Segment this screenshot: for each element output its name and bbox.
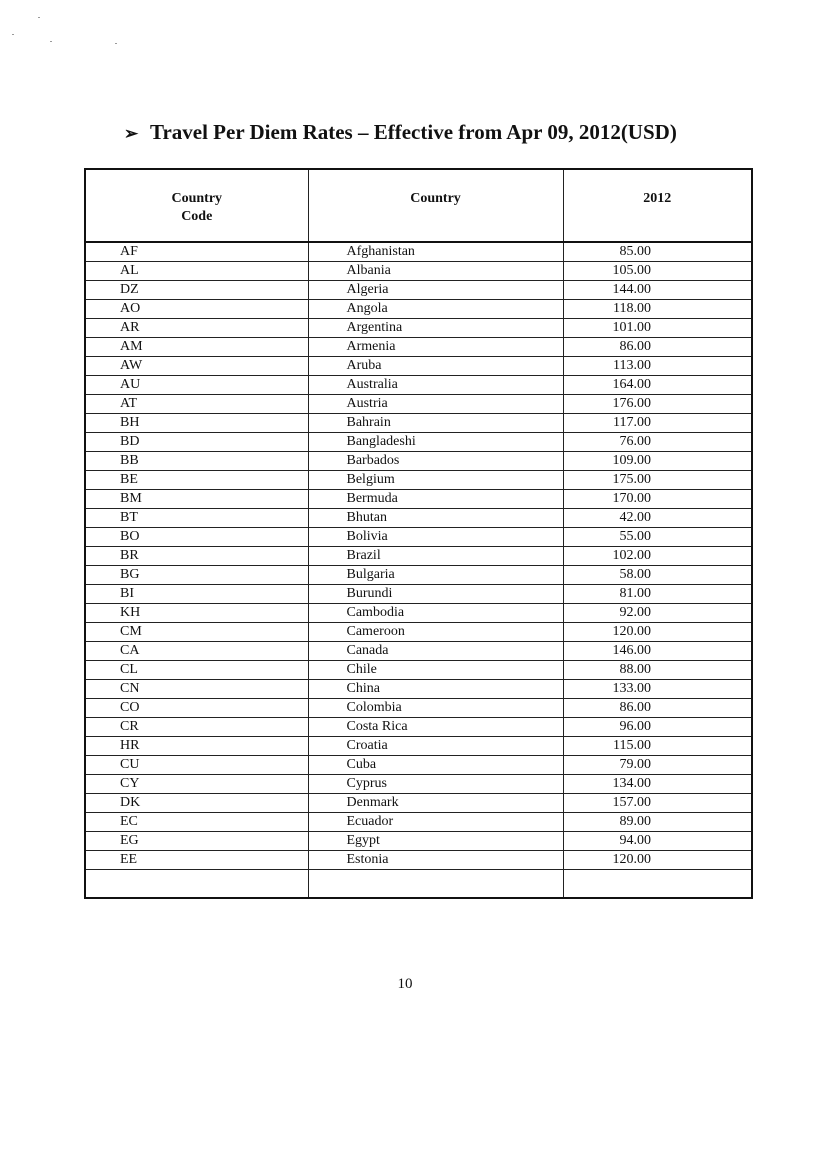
cell-rate: 120.00 [563,623,752,642]
cell-country-code: EC [85,813,308,832]
table-row [85,528,752,547]
cell-rate: 146.00 [563,642,752,661]
cell-country-name: Ecuador [308,813,563,832]
cell-country-code: CU [85,756,308,775]
cell-rate: 109.00 [563,452,752,471]
cell-country-code: CA [85,642,308,661]
cell-country-code: BR [85,547,308,566]
cell-country-name: Aruba [308,357,563,376]
header-country-code [85,169,308,242]
table-row [85,680,752,699]
cell-country-code: AW [85,357,308,376]
cell-country-name: Colombia [308,699,563,718]
cell-rate: 81.00 [563,585,752,604]
cell-country-code: BO [85,528,308,547]
table-row [85,490,752,509]
cell-rate: 94.00 [563,832,752,851]
table-row [85,300,752,319]
table-row [85,813,752,832]
table-row [85,433,752,452]
table-row [85,851,752,870]
cell-rate: 88.00 [563,661,752,680]
empty-cell [308,870,563,899]
empty-cell [563,870,752,899]
cell-country-name: Argentina [308,319,563,338]
cell-country-code: BB [85,452,308,471]
cell-country-name: Australia [308,376,563,395]
cell-country-code: BG [85,566,308,585]
table-row [85,642,752,661]
header-year: 2012 [563,169,752,242]
cell-country-code: CN [85,680,308,699]
cell-country-code: CM [85,623,308,642]
cell-country-name: Egypt [308,832,563,851]
cell-country-code: EE [85,851,308,870]
table-row [85,376,752,395]
page-title-text: Travel Per Diem Rates – Effective from Apr 09, 2012(USD) [150,120,677,144]
cell-rate: 89.00 [563,813,752,832]
cell-country-name: Belgium [308,471,563,490]
cell-rate: 176.00 [563,395,752,414]
cell-rate: 134.00 [563,775,752,794]
cell-rate: 157.00 [563,794,752,813]
cell-rate: 58.00 [563,566,752,585]
table-row [85,509,752,528]
cell-country-code: KH [85,604,308,623]
cell-rate: 113.00 [563,357,752,376]
table-row [85,262,752,281]
cell-country-name: Albania [308,262,563,281]
cell-country-name: Bulgaria [308,566,563,585]
table-row [85,395,752,414]
cell-country-code: AO [85,300,308,319]
cell-country-name: Afghanistan [308,242,563,262]
cell-country-code: CR [85,718,308,737]
table-row [85,832,752,851]
cell-rate: 79.00 [563,756,752,775]
header-country: Country [308,169,563,242]
cell-country-code: DZ [85,281,308,300]
cell-country-name: China [308,680,563,699]
table-row [85,718,752,737]
cell-country-name: Angola [308,300,563,319]
cell-country-code: EG [85,832,308,851]
cell-country-code: BI [85,585,308,604]
cell-rate: 42.00 [563,509,752,528]
cell-country-code: AF [85,242,308,262]
cell-country-name: Austria [308,395,563,414]
cell-rate: 85.00 [563,242,752,262]
page-number: 10 [397,976,413,992]
cell-country-name: Barbados [308,452,563,471]
cell-country-name: Bangladeshi [308,433,563,452]
cell-country-name: Armenia [308,338,563,357]
cell-country-name: Bermuda [308,490,563,509]
cell-rate: 133.00 [563,680,752,699]
table-row [85,338,752,357]
cell-country-name: Croatia [308,737,563,756]
table-row-empty [85,870,752,899]
cell-country-code: AL [85,262,308,281]
cell-country-name: Chile [308,661,563,680]
cell-rate: 118.00 [563,300,752,319]
table-row [85,547,752,566]
table-header-row [85,169,752,242]
cell-rate: 92.00 [563,604,752,623]
cell-country-name: Bhutan [308,509,563,528]
table-row [85,281,752,300]
cell-country-code: CL [85,661,308,680]
cell-country-code: HR [85,737,308,756]
empty-cell [85,870,308,899]
cell-country-name: Canada [308,642,563,661]
cell-country-name: Burundi [308,585,563,604]
cell-rate: 86.00 [563,699,752,718]
table-row [85,623,752,642]
table-row [85,699,752,718]
cell-rate: 101.00 [563,319,752,338]
cell-country-code: BD [85,433,308,452]
table-row [85,794,752,813]
table-body [85,242,752,898]
header-country-code-text: Country Code [171,191,223,224]
table-row [85,775,752,794]
cell-country-name: Costa Rica [308,718,563,737]
table-row [85,242,752,262]
scan-speck [50,41,52,42]
table-row [85,604,752,623]
cell-rate: 102.00 [563,547,752,566]
cell-country-code: DK [85,794,308,813]
cell-rate: 76.00 [563,433,752,452]
table-row [85,661,752,680]
table-row [85,414,752,433]
scan-speck [12,34,14,35]
cell-country-name: Estonia [308,851,563,870]
cell-country-name: Bahrain [308,414,563,433]
cell-rate: 175.00 [563,471,752,490]
table-row [85,357,752,376]
cell-rate: 117.00 [563,414,752,433]
cell-rate: 96.00 [563,718,752,737]
table-row [85,585,752,604]
arrowhead-bullet-icon: ➢ [124,124,139,143]
cell-country-code: AU [85,376,308,395]
cell-country-name: Denmark [308,794,563,813]
cell-country-code: CO [85,699,308,718]
cell-country-name: Algeria [308,281,563,300]
page-title [124,118,764,148]
cell-rate: 144.00 [563,281,752,300]
cell-country-name: Cameroon [308,623,563,642]
table-row [85,452,752,471]
cell-country-code: BH [85,414,308,433]
table-row [85,756,752,775]
cell-country-code: CY [85,775,308,794]
scan-speck [115,43,117,44]
cell-country-name: Brazil [308,547,563,566]
cell-country-name: Bolivia [308,528,563,547]
table-row [85,319,752,338]
cell-country-code: AT [85,395,308,414]
cell-country-code: BT [85,509,308,528]
table-row [85,737,752,756]
cell-rate: 120.00 [563,851,752,870]
cell-country-code: AM [85,338,308,357]
cell-rate: 55.00 [563,528,752,547]
cell-country-name: Cambodia [308,604,563,623]
scan-speck [38,17,40,18]
cell-rate: 164.00 [563,376,752,395]
cell-rate: 170.00 [563,490,752,509]
cell-country-code: BM [85,490,308,509]
cell-country-code: AR [85,319,308,338]
cell-rate: 86.00 [563,338,752,357]
cell-country-name: Cuba [308,756,563,775]
cell-country-name: Cyprus [308,775,563,794]
table-row [85,566,752,585]
cell-rate: 115.00 [563,737,752,756]
cell-rate: 105.00 [563,262,752,281]
cell-country-code: BE [85,471,308,490]
table-row [85,471,752,490]
per-diem-table [84,168,753,899]
